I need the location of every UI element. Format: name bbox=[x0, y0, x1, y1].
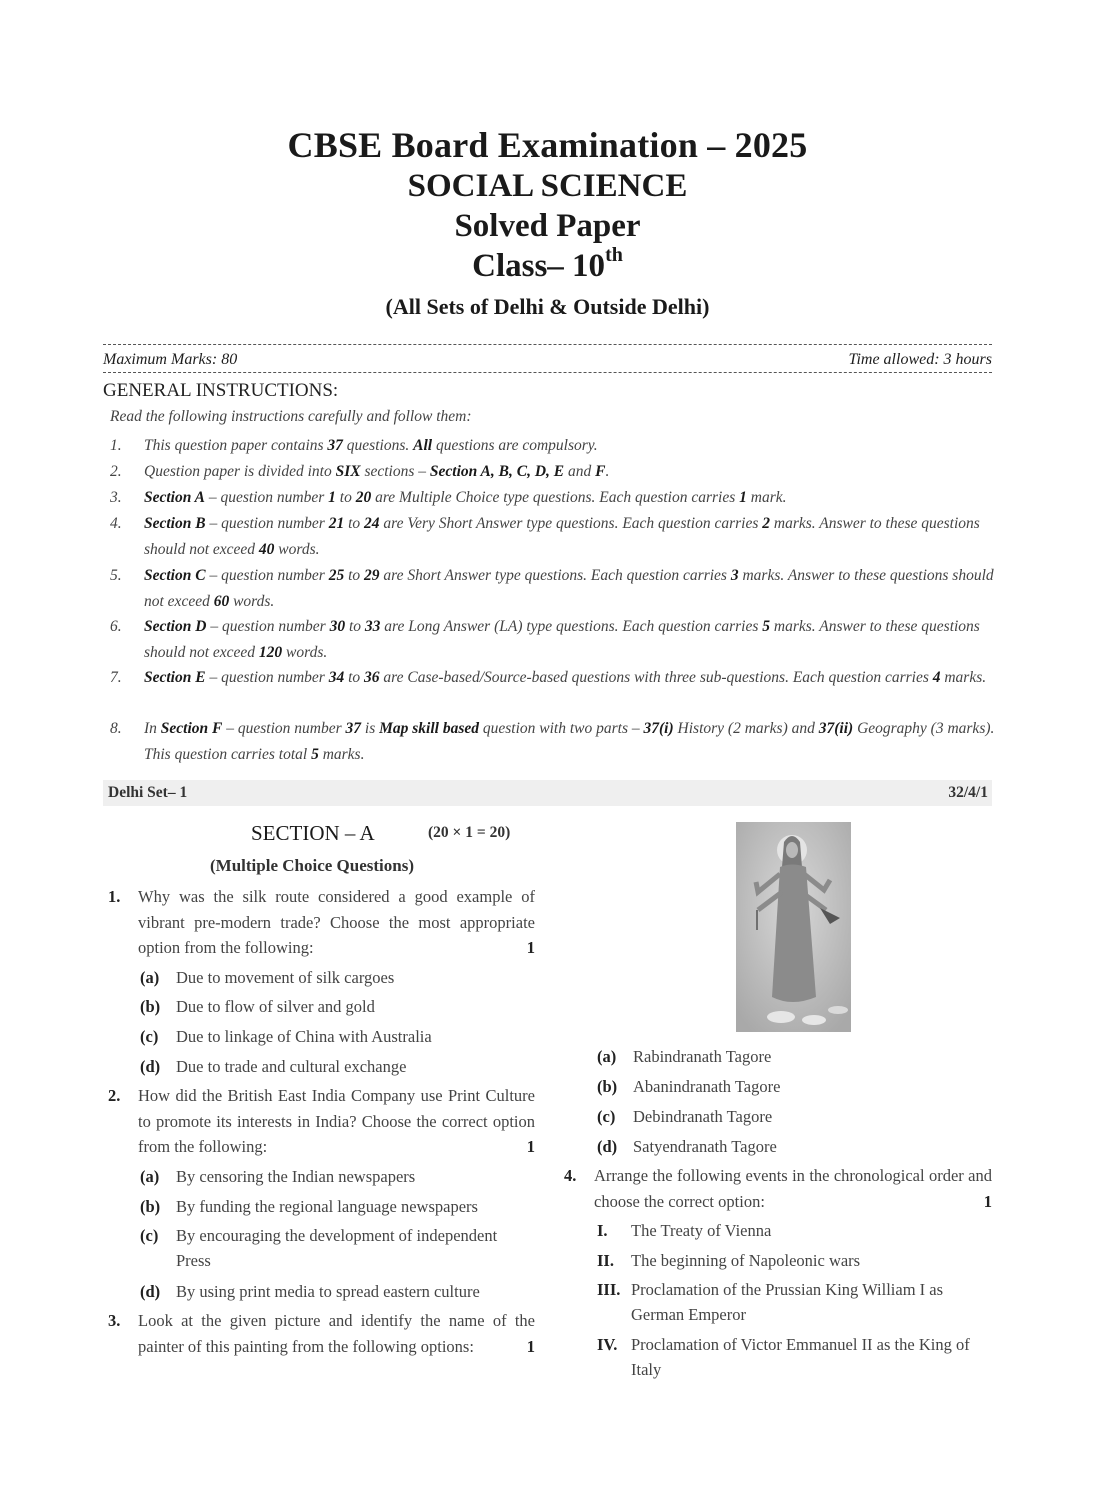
emphasis-text: 30 bbox=[329, 618, 346, 635]
emphasis-text: 25 bbox=[328, 567, 345, 584]
set-label: Delhi Set– 1 bbox=[108, 784, 188, 801]
instruction-item bbox=[110, 716, 995, 767]
instruction-number: 8. bbox=[110, 720, 122, 737]
text-run: marks. bbox=[940, 669, 987, 686]
question-text: Look at the given picture and identify the name of the painter of this painting from the following options: bbox=[138, 1311, 535, 1356]
emphasis-text: 5 bbox=[311, 745, 319, 763]
emphasis-text: 60 bbox=[213, 592, 230, 610]
text-run: are Multiple Choice type questions. Each question carries bbox=[371, 489, 740, 506]
emphasis-text: 36 bbox=[364, 669, 380, 686]
event-item bbox=[597, 1332, 992, 1382]
text-run: Question paper is divided into bbox=[144, 463, 336, 480]
question-number: 4. bbox=[564, 1166, 577, 1185]
option-label: (a) bbox=[597, 1047, 617, 1066]
text-run: marks. Answer to these questions should not exceed bbox=[144, 618, 980, 661]
emphasis-text: Section F bbox=[160, 720, 223, 737]
section-title: SECTION – A bbox=[251, 821, 375, 845]
instructions-heading: GENERAL INSTRUCTIONS: bbox=[103, 380, 339, 401]
question-text: How did the British East India Company use Print Culture to promote its interests in India? Choose the correct option from the following: bbox=[138, 1086, 535, 1156]
question-marks: 1 bbox=[526, 938, 535, 957]
instruction-text bbox=[144, 485, 995, 511]
text-run: sections – bbox=[360, 463, 430, 480]
option bbox=[140, 994, 536, 1019]
text-run: – question number bbox=[205, 669, 329, 686]
option-text: By encouraging the development of independent Press bbox=[176, 1226, 498, 1270]
text-run: marks. bbox=[318, 745, 365, 763]
emphasis-text: 20 bbox=[355, 489, 372, 506]
instruction-text bbox=[144, 614, 995, 665]
text-run: are Short Answer type questions. Each question carries bbox=[379, 567, 731, 584]
section-marks: (20 × 1 = 20) bbox=[428, 824, 511, 841]
option-text: Due to flow of silver and gold bbox=[176, 997, 375, 1016]
instruction-item bbox=[110, 433, 995, 459]
instruction-item bbox=[110, 459, 995, 485]
question-marks: 1 bbox=[526, 1336, 535, 1356]
option-text: Debindranath Tagore bbox=[633, 1107, 773, 1126]
instruction-text bbox=[144, 459, 995, 485]
text-run: History (2 marks) and bbox=[673, 720, 819, 737]
text-run: – question number bbox=[222, 720, 346, 737]
instruction-number: 4. bbox=[110, 515, 122, 532]
max-marks: Maximum Marks: 80 bbox=[103, 351, 238, 368]
text-run: words. bbox=[282, 643, 328, 661]
class-title bbox=[0, 244, 1095, 285]
emphasis-text: 40 bbox=[258, 540, 275, 558]
option bbox=[140, 1024, 536, 1049]
option bbox=[597, 1134, 992, 1159]
event-numeral: II. bbox=[597, 1251, 614, 1270]
option-text: Due to trade and cultural exchange bbox=[176, 1057, 407, 1076]
lotus bbox=[828, 1006, 848, 1014]
option bbox=[140, 1223, 536, 1273]
emphasis-text: 1 bbox=[739, 489, 747, 506]
question-number: 3. bbox=[108, 1311, 121, 1330]
option-label: (b) bbox=[140, 997, 161, 1016]
option bbox=[140, 965, 536, 990]
emphasis-text: 2 bbox=[762, 515, 770, 532]
text-run: – question number bbox=[205, 567, 329, 584]
option-label: (d) bbox=[597, 1137, 618, 1156]
instruction-text bbox=[144, 563, 995, 614]
option-label: (c) bbox=[597, 1107, 616, 1126]
text-run: are Case-based/Source-based questions with three sub-questions. Each question carries bbox=[379, 669, 933, 686]
instruction-item bbox=[110, 485, 995, 511]
question-number: 1. bbox=[108, 887, 121, 906]
question-1 bbox=[108, 884, 535, 961]
lotus bbox=[802, 1015, 826, 1025]
option-label: (d) bbox=[140, 1057, 161, 1076]
option-label: (c) bbox=[140, 1027, 159, 1046]
subject-title: SOCIAL SCIENCE bbox=[407, 168, 688, 204]
option-text: Due to linkage of China with Australia bbox=[176, 1027, 432, 1046]
emphasis-text: 1 bbox=[328, 489, 336, 506]
text-run: . bbox=[605, 463, 610, 480]
text-run: – question number bbox=[205, 489, 329, 506]
instruction-number: 1. bbox=[110, 437, 122, 454]
text-run: questions. bbox=[342, 437, 414, 454]
event-text: The Treaty of Vienna bbox=[631, 1221, 772, 1240]
paper-type: Solved Paper bbox=[454, 208, 641, 244]
question-2 bbox=[108, 1083, 535, 1160]
text-run: are Very Short Answer type questions. Each question carries bbox=[379, 515, 763, 532]
question-text: Why was the silk route considered a good example of vibrant pre-modern trade? Choose the most appropriate option from the following: bbox=[138, 887, 535, 957]
set-code: 32/4/1 bbox=[948, 784, 988, 801]
emphasis-text: Section E bbox=[144, 669, 206, 686]
emphasis-text: All bbox=[413, 437, 433, 454]
time-allowed: Time allowed: 3 hours bbox=[848, 351, 992, 368]
option bbox=[597, 1074, 992, 1099]
text-run: words. bbox=[229, 592, 275, 610]
emphasis-text: 120 bbox=[258, 643, 283, 661]
sets-subtitle: (All Sets of Delhi & Outside Delhi) bbox=[385, 294, 710, 319]
emphasis-text: 5 bbox=[762, 618, 771, 635]
emphasis-text: 33 bbox=[364, 618, 381, 635]
question-3 bbox=[108, 1308, 535, 1359]
event-item bbox=[597, 1248, 992, 1273]
emphasis-text: F bbox=[595, 463, 606, 480]
text-run: mark. bbox=[746, 489, 787, 506]
text-run: marks. Answer to these questions should not exceed bbox=[144, 515, 980, 558]
emphasis-text: 29 bbox=[364, 567, 380, 584]
option-label: (b) bbox=[597, 1077, 618, 1096]
question-number: 2. bbox=[108, 1086, 121, 1105]
instruction-number: 5. bbox=[110, 567, 122, 584]
exam-title: CBSE Board Examination – 2025 bbox=[287, 125, 808, 165]
lotus bbox=[767, 1011, 795, 1023]
emphasis-text: 24 bbox=[364, 515, 380, 532]
emphasis-text: Section D bbox=[144, 618, 207, 635]
set-bar bbox=[103, 780, 992, 806]
text-run: Geography (3 marks). This question carries total bbox=[144, 720, 995, 763]
instruction-text bbox=[144, 433, 995, 459]
section-subtitle: (Multiple Choice Questions) bbox=[210, 856, 414, 875]
text-run: words. bbox=[274, 540, 320, 558]
text-run: – question number bbox=[206, 618, 330, 635]
text-run: to bbox=[344, 567, 365, 584]
event-text: The beginning of Napoleonic wars bbox=[631, 1251, 861, 1270]
instruction-text bbox=[144, 511, 995, 562]
text-run: is bbox=[361, 720, 380, 737]
emphasis-text: 34 bbox=[328, 669, 345, 686]
option-text: By censoring the Indian newspapers bbox=[176, 1167, 416, 1186]
text-run: to bbox=[335, 489, 356, 506]
text-run: questions are compulsory. bbox=[432, 437, 598, 454]
option bbox=[140, 1279, 536, 1304]
instructions-intro: Read the following instructions carefully and follow them: bbox=[110, 408, 472, 425]
option-label: (d) bbox=[140, 1282, 161, 1301]
emphasis-text: Section A bbox=[144, 489, 206, 506]
event-item bbox=[597, 1218, 992, 1243]
event-text: Proclamation of the Prussian King William I as German Emperor bbox=[631, 1280, 944, 1324]
text-run: question with two parts – bbox=[479, 720, 644, 737]
option bbox=[140, 1164, 536, 1189]
emphasis-text: Map skill based bbox=[379, 720, 480, 737]
divider bbox=[103, 372, 992, 373]
emphasis-text: 37(ii) bbox=[818, 720, 854, 737]
emphasis-text: SIX bbox=[335, 463, 361, 480]
instruction-number: 2. bbox=[110, 463, 122, 480]
question-text: Arrange the following events in the chronological order and choose the correct option: bbox=[594, 1166, 992, 1211]
event-numeral: I. bbox=[597, 1221, 608, 1240]
divider bbox=[103, 344, 992, 345]
option bbox=[140, 1054, 536, 1079]
emphasis-text: Section A, B, C, D, E bbox=[429, 463, 565, 480]
emphasis-text: 21 bbox=[328, 515, 345, 532]
instruction-number: 3. bbox=[110, 489, 122, 506]
question-marks: 1 bbox=[983, 1191, 992, 1211]
option bbox=[140, 1194, 536, 1219]
instruction-item bbox=[110, 614, 995, 665]
question-4 bbox=[564, 1163, 992, 1214]
event-numeral: III. bbox=[597, 1280, 621, 1299]
emphasis-text: Section B bbox=[144, 515, 206, 532]
emphasis-text: 37 bbox=[345, 720, 362, 737]
painting-image bbox=[736, 822, 851, 1032]
option-label: (a) bbox=[140, 968, 160, 987]
emphasis-text: 37(i) bbox=[643, 720, 674, 737]
instruction-number: 7. bbox=[110, 669, 122, 686]
option-text: Due to movement of silk cargoes bbox=[176, 968, 395, 987]
instruction-number: 6. bbox=[110, 618, 122, 635]
class-suffix: th bbox=[605, 244, 623, 266]
instruction-item bbox=[110, 563, 995, 614]
instruction-item bbox=[110, 665, 995, 691]
emphasis-text: 37 bbox=[327, 437, 343, 454]
text-run: In bbox=[144, 720, 161, 737]
text-run: to bbox=[344, 515, 365, 532]
instruction-text bbox=[144, 665, 995, 691]
text-run: to bbox=[345, 618, 365, 635]
text-run: and bbox=[564, 463, 596, 480]
figure-face bbox=[786, 842, 798, 858]
emphasis-text: Section C bbox=[144, 567, 206, 584]
option-label: (c) bbox=[140, 1226, 159, 1245]
text-run: are Long Answer (LA) type questions. Each question carries bbox=[380, 618, 763, 635]
option-text: Abanindranath Tagore bbox=[633, 1077, 781, 1096]
option-label: (b) bbox=[140, 1197, 161, 1216]
option-text: Satyendranath Tagore bbox=[633, 1137, 777, 1156]
text-run: to bbox=[344, 669, 365, 686]
option-text: By funding the regional language newspapers bbox=[176, 1197, 478, 1216]
question-marks: 1 bbox=[526, 1137, 535, 1156]
instruction-item bbox=[110, 511, 995, 562]
text-run: This question paper contains bbox=[144, 437, 328, 454]
option-text: Rabindranath Tagore bbox=[633, 1047, 772, 1066]
emphasis-text: 3 bbox=[730, 567, 739, 584]
emphasis-text: 4 bbox=[932, 669, 941, 686]
option bbox=[597, 1104, 992, 1129]
event-text: Proclamation of Victor Emmanuel II as the King of Italy bbox=[631, 1335, 970, 1379]
event-item bbox=[597, 1277, 992, 1327]
event-numeral: IV. bbox=[597, 1335, 618, 1354]
instruction-text bbox=[144, 716, 995, 767]
option-label: (a) bbox=[140, 1167, 160, 1186]
text-run: marks. Answer to these questions should not exceed bbox=[144, 567, 994, 610]
text-run: – question number bbox=[205, 515, 329, 532]
class-prefix: Class– 10 bbox=[472, 248, 606, 284]
option bbox=[597, 1044, 992, 1069]
option-text: By using print media to spread eastern culture bbox=[176, 1282, 480, 1301]
